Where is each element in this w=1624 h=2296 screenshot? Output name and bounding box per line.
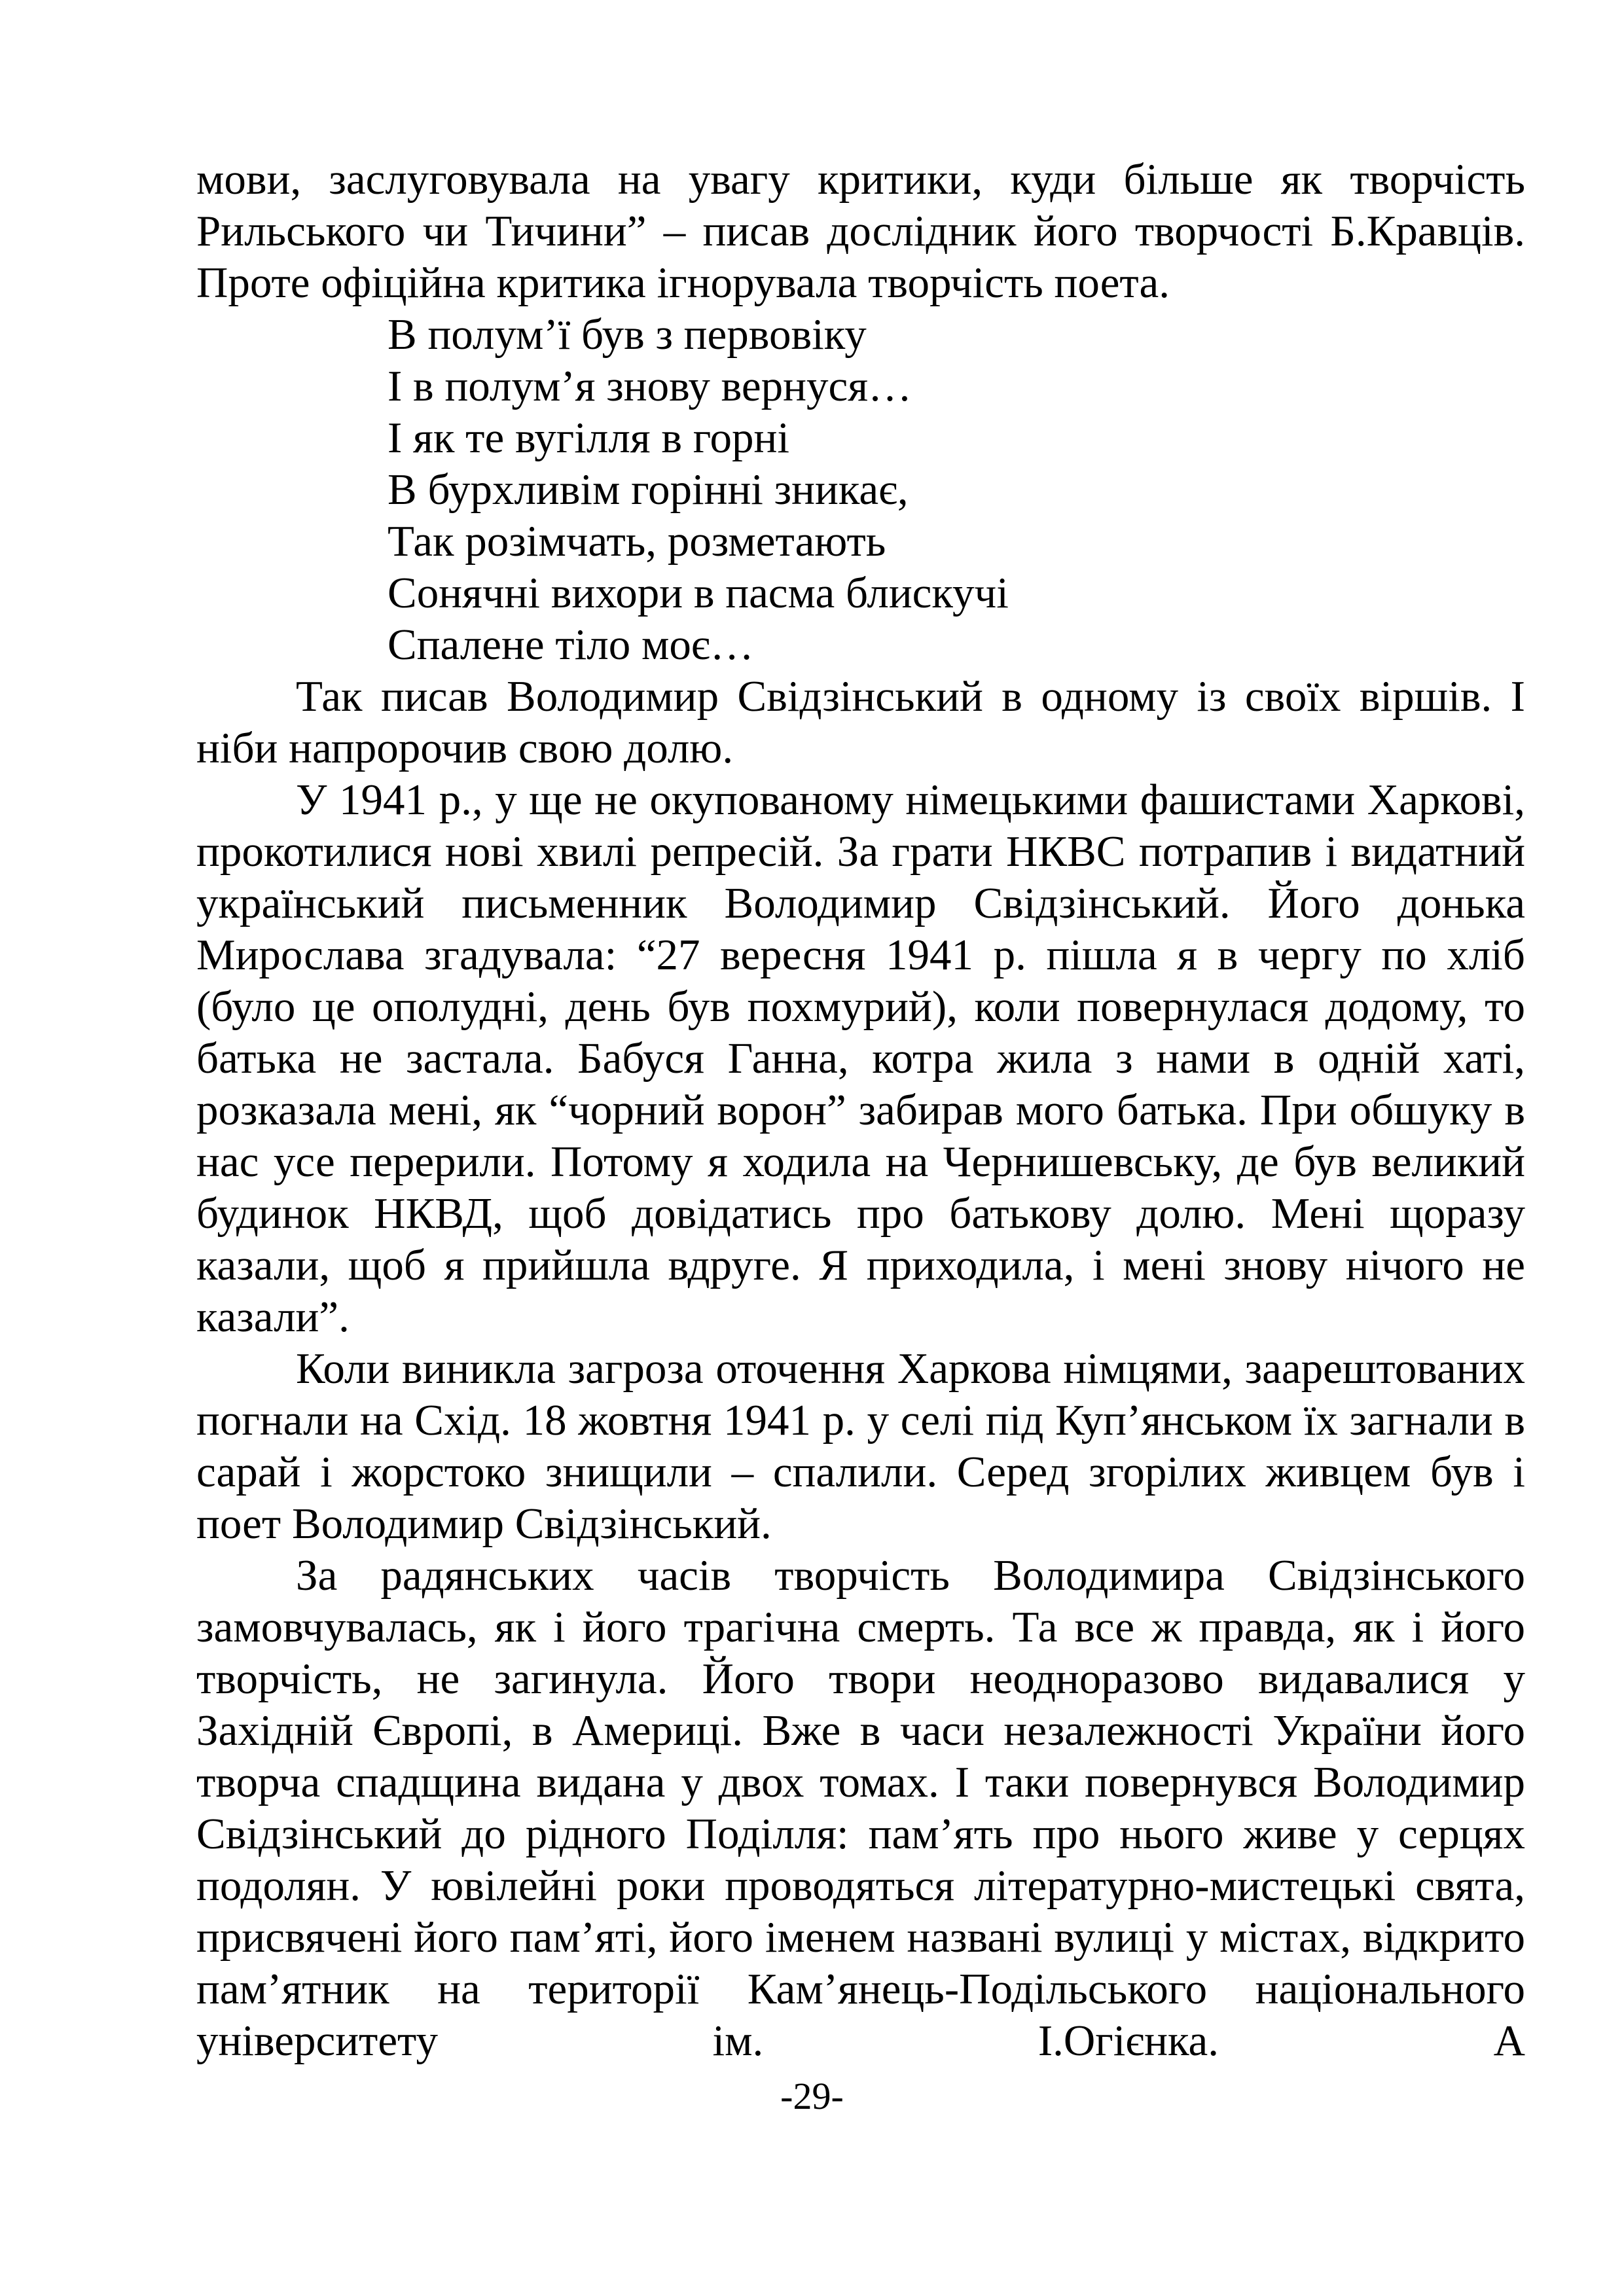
poem-line: Спалене тіло моє…: [388, 620, 754, 669]
poem-line: В бурхливім горінні зникає,: [388, 465, 909, 514]
paragraph: За радянських часів творчість Володимира Свідзінського замовчувалась, як і його трагічна смерть. Та все ж правда, як і його творчість, не загинула. Його твори неодноразово видавалися у Західній Європі, в Америці. Вже в часи незалежності України його творча спадщина видана у двох томах. І таки повернувся Володимир Свідзінський до рідного Поділля: пам’ять про нього живе у серцях подолян. У ювілейні роки проводяться літературно-мистецькі свята, присвячені його пам’яті, його іменем названі вулиці у містах, відкрито пам’ятник на території Кам’янець-Подільського національного університету ім. І.Огієнка. А: [196, 1551, 1525, 2065]
poem-excerpt: [196, 309, 1525, 671]
poem-line: І як те вугілля в горні: [388, 414, 789, 462]
page-body: [196, 154, 1525, 2067]
paragraph: Так писав Володимир Свідзінський в одному із своїх віршів. І ніби напророчив свою долю.: [196, 672, 1525, 772]
paragraph-continuation: мови, заслуговувала на увагу критики, куди більше як творчість Рильського чи Тичини” – писав дослідник його творчості Б.Кравців. Проте офіційна критика ігнорувала творчість поета.: [196, 155, 1525, 307]
poem-line: І в полум’я знову вернуся…: [388, 362, 912, 410]
poem-line: В полум’ї був з первовіку: [388, 310, 867, 359]
page-number: -29-: [780, 2075, 844, 2117]
poem-line: Сонячні вихори в пасма блискучі: [388, 569, 1009, 617]
paragraph: У 1941 р., у ще не окупованому німецькими фашистами Харкові, прокотилися нові хвилі репресій. За грати НКВС потрапив і видатний український письменник Володимир Свідзінський. Його донька Мирослава згадувала: “27 вересня 1941 р. пішла я в чергу по хліб (було це ополудні, день був похмурий), коли повернулася додому, то батька не застала. Бабуся Ганна, котра жила з нами в одній хаті, розказала мені, як “чорний ворон” забирав мого батька. При обшуку в нас усе перерили. Потому я ходила на Чернишевську, де був великий будинок НКВД, щоб довідатись про батькову долю. Мені щоразу казали, щоб я прийшла вдруге. Я приходила, і мені знову нічого не казали”.: [196, 776, 1525, 1341]
poem-line: Так розімчать, розметають: [388, 517, 886, 565]
paragraph: Коли виникла загроза оточення Харкова німцями, заарештованих погнали на Схід. 18 жовтня 1941 р. у селі під Куп’янськом їх загнали в сарай і жорстоко знищили – спалили. Серед згорілих живцем був і поет Володимир Свідзінський.: [196, 1344, 1525, 1548]
